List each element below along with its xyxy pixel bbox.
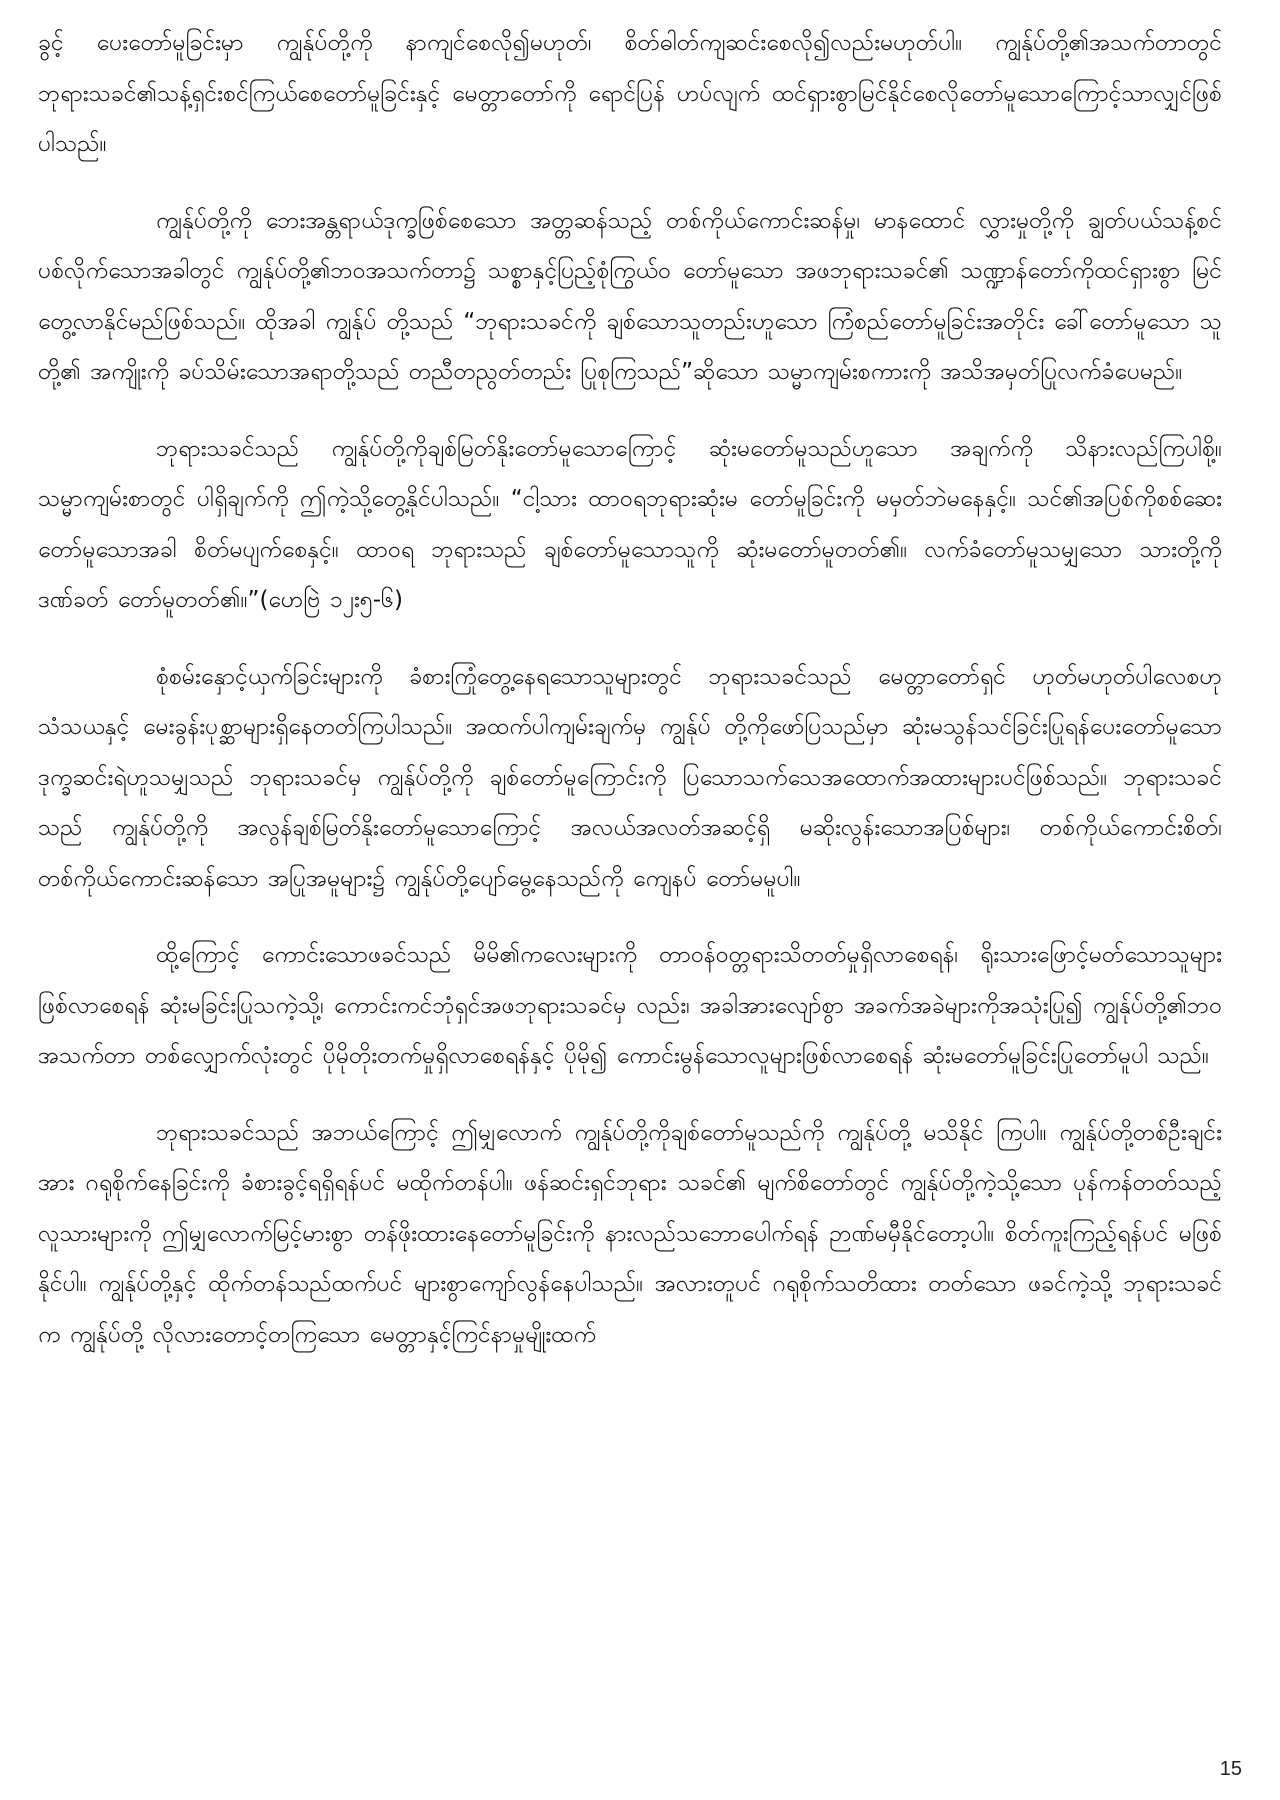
paragraph-4: စုံစမ်းနှောင့်ယှက်ခြင်းများကို ခံစားကြုံတွေ့နေရသောသူများတွင် ဘုရားသခင်သည် မေတ္တာတော်ရှင် ဟုတ်မဟုတ်ပါလေစဟု သံသယနှင့် မေးခွန်းပုစ္ဆာများရှိနေတတ်ကြပါသည်။ အထက်ပါကျမ်းချက်မှ ကျွန်ုပ် တို့ကိုဖော်ပြသည်မှာ ဆုံးမသွန်သင်ခြင်းပြုရန်ပေးတော်မူသော ဒုက္ခဆင်းရဲဟူသမျှသည် ဘုရားသခင်မှ ကျွန်ုပ်တို့ကို ချစ်တော်မူကြောင်းကို ပြသောသက်သေအထောက်အထားများပင်ဖြစ်သည်။ ဘုရားသခင်သည် ကျွန်ုပ်တို့ကို အလွန်ချစ်မြတ်နိုးတော်မူသောကြောင့် အလယ်အလတ်အဆင့်ရှိ မဆိုးလွန်းသောအပြစ်များ၊ တစ်ကိုယ်ကောင်းစိတ်၊ တစ်ကိုယ်ကောင်းဆန်သော အပြုအမူများ၌ ကျွန်ုပ်တို့ပျော်မွေ့နေသည်ကို ကျေနပ် တော်မမူပါ။ <box>38 663 1222 892</box>
paragraph-2: ကျွန်ုပ်တို့ကို ဘေးအန္တရာယ်ဒုက္ခဖြစ်စေသော အတ္တဆန်သည့် တစ်ကိုယ်ကောင်းဆန်မှု၊ မာနထောင် လွှားမှုတို့ကို ချွတ်ပယ်သန့်စင်ပစ်လိုက်သောအခါတွင် ကျွန်ုပ်တို့၏ဘဝအသက်တာ၌ သစ္စာနှင့်ပြည့်စုံကြွယ်ဝ တော်မူသော အဖဘုရားသခင်၏ သဏ္ဍာန်တော်ကိုထင်ရှားစွာ မြင်တွေ့လာနိုင်မည်ဖြစ်သည်။ ထိုအခါ ကျွန်ုပ် တို့သည် “ဘုရားသခင်ကို ချစ်သောသူတည်းဟူသော ကြံစည်တော်မူခြင်းအတိုင်း ခေါ်တော်မူသော သူတို့၏ အကျိုးကို ခပ်သိမ်းသောအရာတို့သည် တညီတညွတ်တည်း ပြုစုကြသည်”ဆိုသော သမ္မာကျမ်းစကားကို အသိအမှတ်ပြုလက်ခံပေမည်။ <box>38 207 1222 385</box>
paragraph-5: ထို့ကြောင့် ကောင်းသောဖခင်သည် မိမိ၏ကလေးများကို တာဝန်ဝတ္တရားသိတတ်မှုရှိလာစေရန်၊ ရိုးသားဖြောင့်မတ်သောသူများ ဖြစ်လာစေရန် ဆုံးမခြင်းပြုသကဲ့သို့၊ ကောင်းကင်ဘုံရှင်အဖဘုရားသခင်မှ လည်း၊ အခါအားလျော်စွာ အခက်အခဲများကိုအသုံးပြု၍ ကျွန်ုပ်တို့၏ဘဝအသက်တာ တစ်လျှောက်လုံးတွင် ပိုမိုတိုးတက်မှုရှိလာစေရန်နှင့် ပိုမို၍ ကောင်းမွန်သောလူများဖြစ်လာစေရန် ဆုံးမတော်မူခြင်းပြုတော်မူပါ သည်။ <box>38 942 1222 1069</box>
paragraph-1: ခွင့် ပေးတော်မူခြင်းမှာ ကျွန်ုပ်တို့ကို နာကျင်စေလို၍မဟုတ်၊ စိတ်ဓါတ်ကျဆင်းစေလို၍လည်းမဟုတ်ပါ။ ကျွန်ုပ်တို့၏အသက်တာတွင် ဘုရားသခင်၏သန့်ရှင်းစင်ကြယ်စေတော်မူခြင်းနှင့် မေတ္တာတော်ကို ရောင်ပြန် ဟပ်လျက် ထင်ရှားစွာမြင်နိုင်စေလိုတော်မူသောကြောင့်သာလျှင်ဖြစ်ပါသည်။ <box>38 30 1222 157</box>
page-number: 15 <box>1219 1758 1242 1780</box>
paragraph-3: ဘုရားသခင်သည် ကျွန်ုပ်တို့ကိုချစ်မြတ်နိုးတော်မူသောကြောင့် ဆုံးမတော်မူသည်ဟူသော အချက်ကို သိနားလည်ကြပါစို့။ သမ္မာကျမ်းစာတွင် ပါရှိချက်ကို ဤကဲ့သို့တွေ့နိုင်ပါသည်။ “ငါ့သား ထာဝရဘုရားဆုံးမ တော်မူခြင်းကို မမှတ်ဘဲမနေနှင့်။ သင်၏အပြစ်ကိုစစ်ဆေးတော်မူသောအခါ စိတ်မပျက်စေနှင့်။ ထာဝရ ဘုရားသည် ချစ်တော်မူသောသူကို ဆုံးမတော်မူတတ်၏။ လက်ခံတော်မူသမျှသော သားတို့ကို ဒဏ်ခတ် တော်မူတတ်၏။”(ဟေဗြဲ ၁၂း၅-၆) <box>38 435 1222 613</box>
paragraph-6: ဘုရားသခင်သည် အဘယ်ကြောင့် ဤမျှလောက် ကျွန်ုပ်တို့ကိုချစ်တော်မူသည်ကို ကျွန်ုပ်တို့ မသိနိုင် ကြပါ။ ကျွန်ုပ်တို့တစ်ဦးချင်းအား ဂရုစိုက်နေခြင်းကို ခံစားခွင့်ရရှိရန်ပင် မထိုက်တန်ပါ။ ဖန်ဆင်းရှင်ဘုရား သခင်၏ မျက်စိတော်တွင် ကျွန်ုပ်တို့ကဲ့သို့သော ပုန်ကန်တတ်သည့် လူသားများကို ဤမျှလောက်မြင့်မားစွာ တန်ဖိုးထားနေတော်မူခြင်းကို နားလည်သဘောပေါက်ရန် ဉာဏ်မမှီနိုင်တော့ပါ။ စိတ်ကူးကြည့်ရန်ပင် မဖြစ် နိုင်ပါ။ ကျွန်ုပ်တို့နှင့် ထိုက်တန်သည်ထက်ပင် များစွာကျော်လွန်နေပါသည်။ အလားတူပင် ဂရုစိုက်သတိထား တတ်သော ဖခင်ကဲ့သို့ ဘုရားသခင်က ကျွန်ုပ်တို့ လိုလားတောင့်တကြသော မေတ္တာနှင့်ကြင်နာမှုမျိုးထက် <box>38 1119 1222 1348</box>
